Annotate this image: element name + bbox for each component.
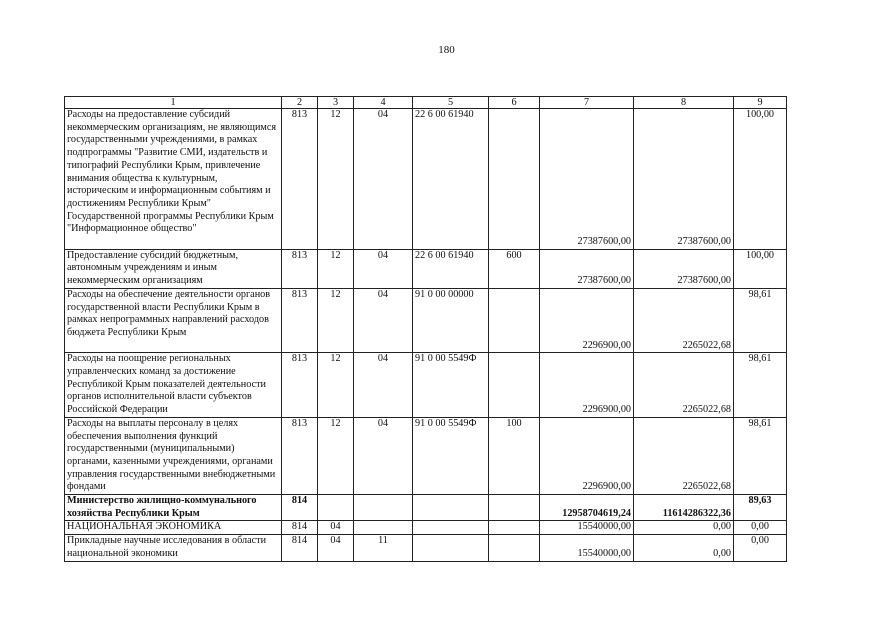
table-row <box>65 417 787 494</box>
planned-amount-cell: 2296900,00 <box>540 417 634 494</box>
row-name-cell: НАЦИОНАЛЬНАЯ ЭКОНОМИКА <box>65 521 282 535</box>
row-name-cell: Расходы на обеспечение деятельности органов государственной власти Республики Крым в рамках непрограммных направлений расходов бюджета Республики Крым <box>65 288 282 353</box>
table-row <box>65 495 787 521</box>
ministry-code-cell: 813 <box>282 288 318 353</box>
target-article-cell: 91 0 00 5549Ф <box>413 417 489 494</box>
row-name-cell: Прикладные научные исследования в области национальной экономики <box>65 535 282 561</box>
executed-amount-cell: 2265022,68 <box>634 417 734 494</box>
execution-percent-cell: 100,00 <box>734 109 787 250</box>
row-name-cell: Расходы на предоставление субсидий некоммерческим организациям, не являющимся государственными учреждениями, в рамках подпрограммы "Развитие СМИ, издательств и типографий Республики Крым, привлечение внимания общества к культурным, историческим и информационным событиям и достижениям Республики Крым" Государственной программы Республики Крым "Информационное общество" <box>65 109 282 250</box>
execution-percent-cell: 98,61 <box>734 417 787 494</box>
target-article-cell <box>413 521 489 535</box>
execution-percent-cell: 0,00 <box>734 521 787 535</box>
execution-percent-cell: 98,61 <box>734 353 787 418</box>
planned-amount-cell: 15540000,00 <box>540 521 634 535</box>
executed-amount-cell: 27387600,00 <box>634 249 734 288</box>
planned-amount-cell: 27387600,00 <box>540 109 634 250</box>
column-header: 9 <box>734 97 787 109</box>
target-article-cell <box>413 535 489 561</box>
planned-amount-cell: 27387600,00 <box>540 249 634 288</box>
planned-amount-cell: 2296900,00 <box>540 288 634 353</box>
ministry-code-cell: 813 <box>282 249 318 288</box>
planned-amount-cell: 2296900,00 <box>540 353 634 418</box>
row-name-cell: Расходы на поощрение региональных управленческих команд за достижение Республикой Крым показателей деятельности органов исполнительной власти субъектов Российской Федерации <box>65 353 282 418</box>
subsection-code-cell: 04 <box>354 249 413 288</box>
section-code-cell: 12 <box>318 249 354 288</box>
section-code-cell: 12 <box>318 109 354 250</box>
ministry-code-cell: 813 <box>282 417 318 494</box>
ministry-code-cell: 814 <box>282 535 318 561</box>
section-code-cell: 04 <box>318 535 354 561</box>
section-code-cell <box>318 495 354 521</box>
table-row <box>65 288 787 353</box>
ministry-code-cell: 814 <box>282 521 318 535</box>
subsection-code-cell: 11 <box>354 535 413 561</box>
column-header: 3 <box>318 97 354 109</box>
row-name-cell: Расходы на выплаты персоналу в целях обеспечения выполнения функций государственными (муниципальными) органами, казенными учреждениями, органами управления государственными внебюджетными фондами <box>65 417 282 494</box>
table-body <box>65 97 787 562</box>
subsection-code-cell: 04 <box>354 417 413 494</box>
column-header: 8 <box>634 97 734 109</box>
expense-type-cell <box>489 535 540 561</box>
executed-amount-cell: 27387600,00 <box>634 109 734 250</box>
table-row <box>65 109 787 250</box>
planned-amount-cell: 15540000,00 <box>540 535 634 561</box>
ministry-code-cell: 813 <box>282 109 318 250</box>
subsection-code-cell <box>354 495 413 521</box>
execution-percent-cell: 100,00 <box>734 249 787 288</box>
executed-amount-cell: 2265022,68 <box>634 353 734 418</box>
executed-amount-cell: 2265022,68 <box>634 288 734 353</box>
column-header: 7 <box>540 97 634 109</box>
target-article-cell: 22 6 00 61940 <box>413 249 489 288</box>
executed-amount-cell: 0,00 <box>634 535 734 561</box>
row-name-cell: Предоставление субсидий бюджетным, автономным учреждениям и иным некоммерческим организациям <box>65 249 282 288</box>
subsection-code-cell: 04 <box>354 288 413 353</box>
column-header: 4 <box>354 97 413 109</box>
expense-type-cell <box>489 353 540 418</box>
target-article-cell: 91 0 00 00000 <box>413 288 489 353</box>
planned-amount-cell: 12958704619,24 <box>540 495 634 521</box>
target-article-cell: 22 6 00 61940 <box>413 109 489 250</box>
expense-type-cell: 600 <box>489 249 540 288</box>
section-code-cell: 12 <box>318 288 354 353</box>
expense-type-cell <box>489 288 540 353</box>
table-row <box>65 521 787 535</box>
section-code-cell: 12 <box>318 353 354 418</box>
execution-percent-cell: 98,61 <box>734 288 787 353</box>
column-header: 2 <box>282 97 318 109</box>
column-header: 5 <box>413 97 489 109</box>
column-header: 6 <box>489 97 540 109</box>
subsection-code-cell: 04 <box>354 353 413 418</box>
table-header-row <box>65 97 787 109</box>
table-row <box>65 535 787 561</box>
row-name-cell: Министерство жилищно-коммунального хозяйства Республики Крым <box>65 495 282 521</box>
section-code-cell: 04 <box>318 521 354 535</box>
executed-amount-cell: 11614286322,36 <box>634 495 734 521</box>
expense-type-cell <box>489 521 540 535</box>
execution-percent-cell: 89,63 <box>734 495 787 521</box>
subsection-code-cell <box>354 521 413 535</box>
table-row <box>65 353 787 418</box>
page-number: 180 <box>438 44 455 56</box>
table-row <box>65 249 787 288</box>
execution-percent-cell: 0,00 <box>734 535 787 561</box>
target-article-cell <box>413 495 489 521</box>
column-header: 1 <box>65 97 282 109</box>
expense-type-cell <box>489 495 540 521</box>
section-code-cell: 12 <box>318 417 354 494</box>
target-article-cell: 91 0 00 5549Ф <box>413 353 489 418</box>
expense-type-cell: 100 <box>489 417 540 494</box>
subsection-code-cell: 04 <box>354 109 413 250</box>
budget-table <box>64 96 787 562</box>
expense-type-cell <box>489 109 540 250</box>
ministry-code-cell: 814 <box>282 495 318 521</box>
ministry-code-cell: 813 <box>282 353 318 418</box>
executed-amount-cell: 0,00 <box>634 521 734 535</box>
